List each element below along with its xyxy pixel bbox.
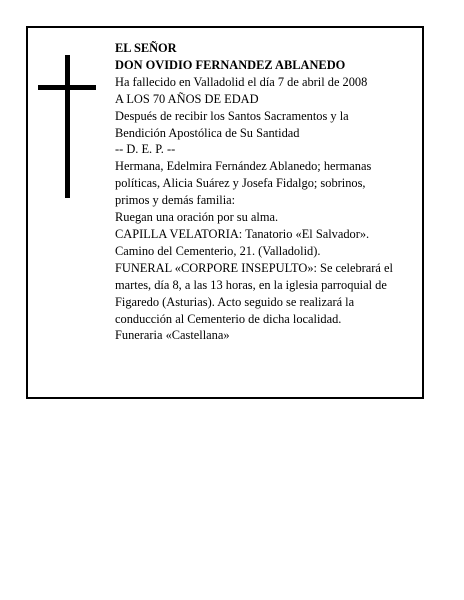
death-info: Ha fallecido en Valladolid el día 7 de abril de 2008	[115, 74, 368, 89]
age-line: A LOS 70 AÑOS DE EDAD	[115, 91, 259, 106]
sacraments-line2: Bendición Apostólica de Su Santidad	[115, 125, 300, 140]
cross-vertical-bar	[65, 55, 70, 198]
cross-icon	[38, 55, 96, 198]
wake-line1: CAPILLA VELATORIA: Tanatorio «El Salvador».	[115, 226, 370, 241]
wake-line2: Camino del Cementerio, 21. (Valladolid).	[115, 243, 321, 258]
sacraments-line1: Después de recibir los Santos Sacramentos y la	[115, 108, 349, 123]
funeral-line3: Figaredo (Asturias). Acto seguido se realizará la	[115, 294, 355, 309]
funeral-home: Funeraria «Castellana»	[115, 328, 230, 343]
funeral-line4: conducción al Cementerio de dicha localidad.	[115, 311, 342, 326]
notice-title-line1: EL SEÑOR	[115, 41, 177, 55]
deceased-name: DON OVIDIO FERNANDEZ ABLANEDO	[115, 57, 346, 72]
family-line2: políticas, Alicia Suárez y Josefa Fidalgo; sobrinos,	[115, 176, 366, 191]
family-line3: primos y demás familia:	[115, 193, 236, 208]
family-line1: Hermana, Edelmira Fernández Ablanedo; hermanas	[115, 159, 372, 174]
funeral-line1: FUNERAL «CORPORE INSEPULTO»: Se celebrará el	[115, 260, 393, 275]
funeral-line2: martes, día 8, a las 13 horas, en la iglesia parroquial de	[115, 277, 387, 292]
obituary-notice	[26, 26, 424, 399]
prayer-line: Ruegan una oración por su alma.	[115, 210, 279, 225]
cross-horizontal-bar	[38, 85, 96, 90]
notice-text	[115, 40, 425, 344]
rip-line: -- D. E. P. --	[115, 142, 176, 157]
